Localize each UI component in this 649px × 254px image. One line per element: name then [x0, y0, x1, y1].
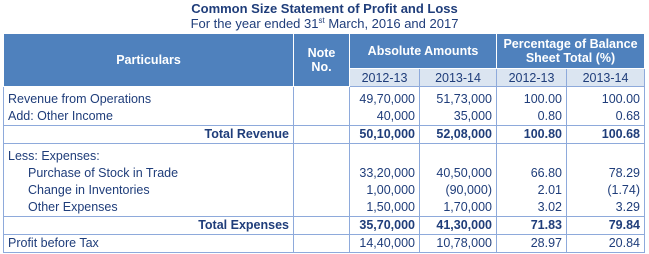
- table-row: [4, 199, 645, 217]
- row-label: Profit before Tax: [4, 235, 294, 253]
- cell-pct-2013-14: 100.68: [567, 126, 645, 144]
- cell-abs-2012-13: 33,20,000: [350, 165, 420, 182]
- cell-abs-2013-14: 35,000: [420, 108, 497, 126]
- cell-pct-2012-13: 28.97: [497, 235, 567, 253]
- common-size-table: [3, 33, 645, 253]
- cell-abs-2012-13: 35,70,000: [350, 217, 420, 235]
- cell-pct-2012-13: 71.83: [497, 217, 567, 235]
- year-abs-2012-13: 2012-13: [350, 69, 420, 87]
- cell-pct-2013-14: 3.29: [567, 199, 645, 217]
- cell-abs-2012-13: 49,70,000: [350, 91, 420, 108]
- year-pct-2013-14: 2013-14: [567, 69, 645, 87]
- cell-pct-2012-13: 66.80: [497, 165, 567, 182]
- cell-pct-2012-13: 100.80: [497, 126, 567, 144]
- table-row: [4, 182, 645, 199]
- subtitle-text: For the year ended 31: [190, 16, 319, 31]
- subtitle-ordinal: st: [318, 16, 325, 25]
- cell-abs-2013-14: 40,50,000: [420, 165, 497, 182]
- cell-abs-2013-14: 10,78,000: [420, 235, 497, 253]
- cell-pct-2013-14: 0.68: [567, 108, 645, 126]
- header-percentage: [497, 34, 645, 69]
- table-row: [4, 165, 645, 182]
- total-row: [4, 217, 645, 235]
- cell-abs-2012-13: 50,10,000: [350, 126, 420, 144]
- year-abs-2013-14: 2013-14: [420, 69, 497, 87]
- header-note-line2: No.: [311, 60, 332, 74]
- cell-abs-2013-14: 52,08,000: [420, 126, 497, 144]
- total-row: [4, 126, 645, 144]
- subtitle-text-end: March, 2016 and 2017: [324, 16, 459, 31]
- cell-pct-2012-13: 2.01: [497, 182, 567, 199]
- header-note-no: [294, 34, 350, 87]
- cell-pct-2012-13: 100.00: [497, 91, 567, 108]
- cell-pct-2012-13: 0.80: [497, 108, 567, 126]
- table-row: [4, 108, 645, 126]
- cell-pct-2013-14: 20.84: [567, 235, 645, 253]
- table-row: [4, 91, 645, 108]
- cell-abs-2013-14: 41,30,000: [420, 217, 497, 235]
- header-absolute-amounts: Absolute Amounts: [350, 34, 497, 69]
- cell-abs-2012-13: 1,50,000: [350, 199, 420, 217]
- row-label: Less: Expenses:: [4, 148, 294, 165]
- cell-abs-2013-14: 51,73,000: [420, 91, 497, 108]
- cell-abs-2013-14: 1,70,000: [420, 199, 497, 217]
- row-label: Purchase of Stock in Trade: [4, 165, 294, 182]
- cell-pct-2013-14: 100.00: [567, 91, 645, 108]
- row-label: Total Revenue: [4, 126, 294, 144]
- header-particulars: Particulars: [4, 34, 294, 87]
- header-pct-line1: Percentage of Balance: [503, 37, 638, 51]
- cell-abs-2012-13: 14,40,000: [350, 235, 420, 253]
- statement-title: Common Size Statement of Profit and Loss: [191, 1, 458, 16]
- row-label: Other Expenses: [4, 199, 294, 217]
- table-row: [4, 148, 645, 165]
- year-pct-2012-13: 2012-13: [497, 69, 567, 87]
- row-label: Change in Inventories: [4, 182, 294, 199]
- cell-pct-2013-14: 78.29: [567, 165, 645, 182]
- cell-abs-2012-13: 1,00,000: [350, 182, 420, 199]
- cell-abs-2013-14: (90,000): [420, 182, 497, 199]
- cell-pct-2013-14: (1.74): [567, 182, 645, 199]
- row-label: Revenue from Operations: [4, 91, 294, 108]
- statement-subtitle: [0, 16, 649, 31]
- row-label: Add: Other Income: [4, 108, 294, 126]
- cell-pct-2013-14: 79.84: [567, 217, 645, 235]
- table-row: [4, 235, 645, 253]
- header-pct-line2: Sheet Total (%): [525, 51, 616, 65]
- cell-abs-2012-13: 40,000: [350, 108, 420, 126]
- cell-pct-2012-13: 3.02: [497, 199, 567, 217]
- header-note-line1: Note: [307, 46, 336, 60]
- row-label: Total Expenses: [4, 217, 294, 235]
